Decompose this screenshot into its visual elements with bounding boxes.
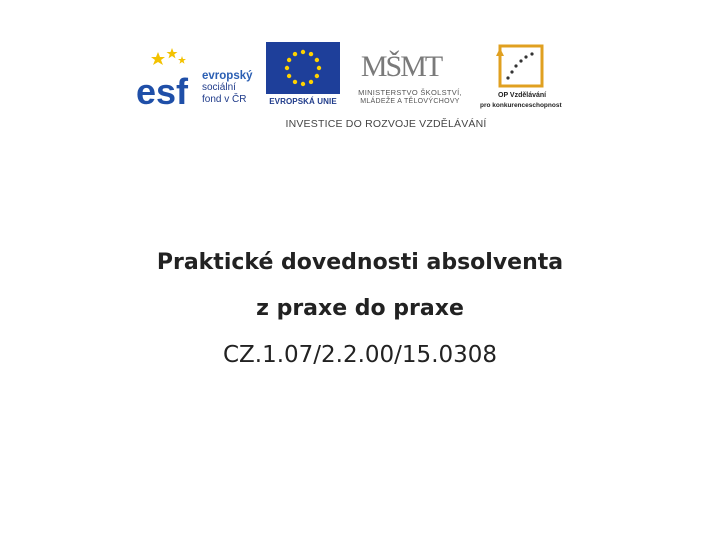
eu-star-icon xyxy=(309,80,313,84)
tagline-text: INVESTICE DO ROZVOJE VZDĚLÁVÁNÍ xyxy=(285,118,487,130)
msmt-line-2: MLÁDEŽE A TĚLOVÝCHOVY xyxy=(360,98,460,105)
eu-star-icon xyxy=(309,52,313,56)
esf-word-text: esf xyxy=(136,71,189,112)
project-code: CZ.1.07/2.2.00/15.0308 xyxy=(222,342,498,368)
eu-star-icon xyxy=(285,66,289,70)
esf-logo xyxy=(134,42,264,112)
op-line-1: OP Vzdělávání xyxy=(498,92,547,99)
eu-star-icon xyxy=(317,66,321,70)
msmt-logo xyxy=(346,42,474,112)
esf-line-1: evropský xyxy=(202,70,253,82)
eu-star-icon xyxy=(287,74,291,78)
esf-wordmark xyxy=(136,48,198,112)
eu-star-icon xyxy=(293,80,297,84)
eu-label: EVROPSKÁ UNIE xyxy=(269,97,337,106)
op-frame-icon xyxy=(496,42,548,90)
eu-logo xyxy=(266,42,340,112)
op-line-2: pro konkurenceschopnost xyxy=(480,102,562,109)
eu-star-icon xyxy=(315,58,319,62)
slide-title xyxy=(0,240,720,378)
msmt-mark-icon xyxy=(360,42,442,84)
esf-line-3: fond v ČR xyxy=(202,94,247,105)
esf-line-2: sociální xyxy=(202,82,236,93)
msmt-line-1: MINISTERSTVO ŠKOLSTVÍ, xyxy=(358,88,462,97)
eu-star-icon xyxy=(315,74,319,78)
op-logo xyxy=(480,42,568,112)
esf-text xyxy=(202,70,253,106)
eu-star-icon xyxy=(287,58,291,62)
title-line-2: z praxe do praxe xyxy=(256,296,464,321)
eu-flag-icon xyxy=(266,42,340,94)
msmt-mark-text: MŠMT xyxy=(360,50,442,83)
logo-banner xyxy=(134,38,574,134)
title-line-1: Praktické dovednosti absolventa xyxy=(156,250,564,275)
eu-star-icon xyxy=(293,52,297,56)
eu-star-icon xyxy=(301,50,305,54)
eu-star-icon xyxy=(301,82,305,86)
tagline xyxy=(134,118,574,130)
